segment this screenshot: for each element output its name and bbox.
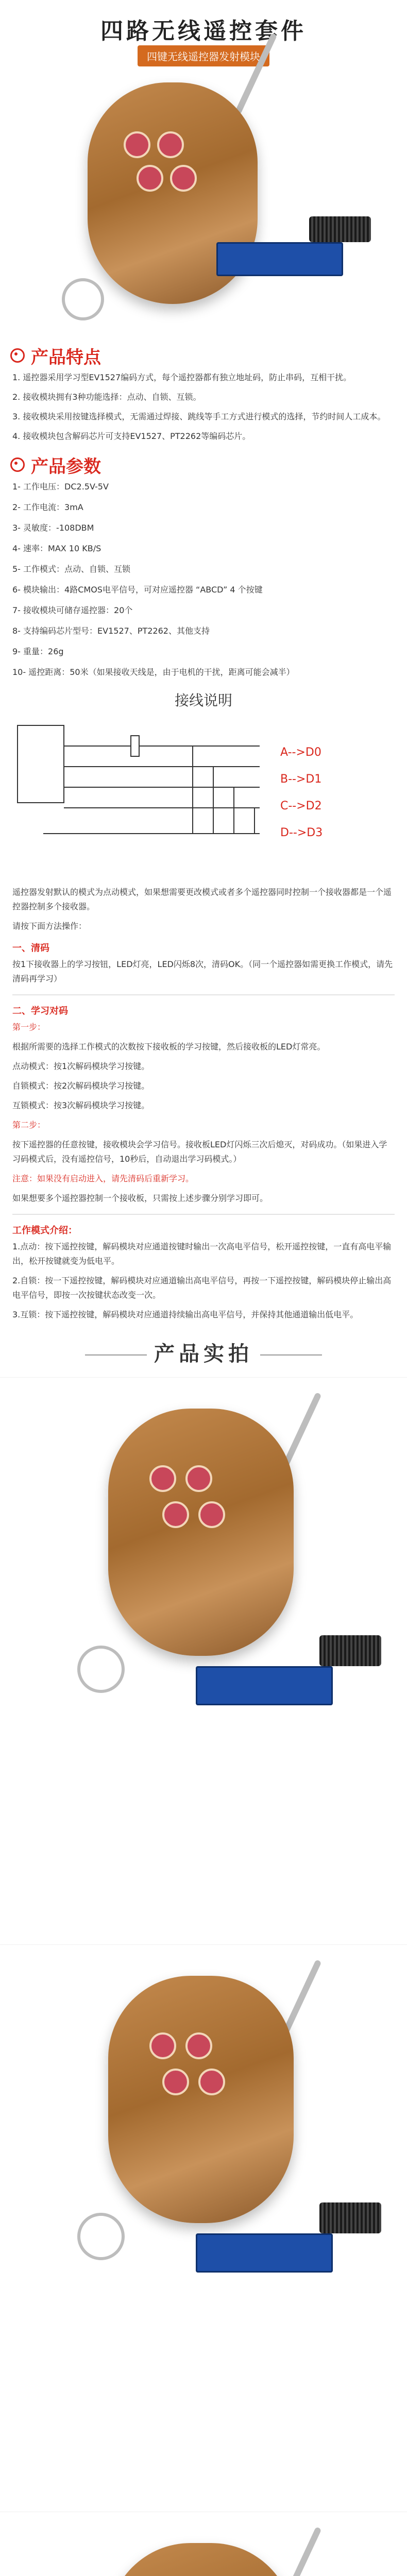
divider [12, 994, 395, 995]
intro: 遥控器发射默认的模式为点动模式，如果想需要更改模式或者多个遥控器同时控制一个接收器都是一个遥控器控制多个接收器。 [12, 887, 392, 911]
gallery-title: 产品实拍 [0, 1337, 407, 1367]
antenna-coil [319, 1635, 381, 1666]
features-header [0, 340, 407, 371]
antenna-coil [309, 216, 371, 242]
features-section [0, 340, 407, 443]
diagram-label: A-->D0 [280, 746, 321, 759]
hero [0, 0, 407, 340]
params-title: 产品参数 [31, 456, 101, 477]
keyring [62, 278, 104, 320]
param-item: 4- 速率：MAX 10 KB/S [12, 544, 101, 553]
remote-button-c [162, 1501, 189, 1528]
param-item: 10- 遥控距离：50米（如果接收天线是，由于电机的干扰，距离可能会减半） [12, 667, 295, 677]
diagram-labels [280, 746, 323, 853]
params-section [0, 449, 407, 679]
remote-button-a [149, 1465, 176, 1492]
antenna-coil [319, 2202, 381, 2233]
hero-title: 四路无线遥控套件 [100, 18, 307, 44]
diagram-box [12, 715, 395, 870]
remote-button-b [157, 131, 184, 158]
wiring-svg [12, 715, 394, 870]
remote-button-d [198, 2069, 225, 2095]
param-item: 1- 工作电压：DC2.5V-5V [12, 482, 109, 492]
wiring-diagram [12, 689, 395, 875]
mode-2: 自锁模式：按2次解码模块学习按键。 [12, 1081, 150, 1091]
param-item: 3- 灵敏度：-108DBM [12, 523, 94, 533]
feature-item: 2. 接收模块拥有3种功能选择：点动、自锁、互锁。 [12, 392, 201, 402]
product-photo [0, 1944, 407, 2501]
param-item: 7- 接收模块可储存遥控器：20个 [12, 605, 133, 615]
remote-button-c [137, 165, 163, 192]
remote-button-a [149, 2032, 176, 2059]
mode-3: 互锁模式：按3次解码模块学习按键。 [12, 1100, 150, 1110]
clear-code-text: 按1下接收器上的学习按钮，LED灯亮，LED闪烁8次，清码OK。（同一个遥控器如需更换工作模式，请先清码再学习） [12, 959, 393, 984]
param-item: 8- 支持编码芯片型号：EV1527、PT2262、其他支持 [12, 626, 210, 636]
param-item: 2- 工作电流：3mA [12, 502, 83, 512]
remote-button-c [162, 2069, 189, 2095]
learn-text1: 根据所需要的选择工作模式的次数按下接收板的学习按键，然后接收板的LED灯常亮。 [12, 1042, 326, 1052]
feature-item: 3. 接收模块采用按键选择模式，无需通过焊接、跳线等手工方式进行模式的选择，节约时间人工成本。 [12, 412, 386, 421]
target-icon [10, 348, 25, 363]
feature-item: 4. 接收模块包含解码芯片可支持EV1527、PT2262等编码芯片。 [12, 431, 251, 441]
product-photo [0, 2512, 407, 2576]
note-1: 注意：如果没有启动进入，请先清码后重新学习。 [12, 1174, 194, 1183]
param-item: 9- 重量：26g [12, 647, 64, 656]
target-icon [10, 457, 25, 472]
intro-2: 请按下面方法操作： [12, 921, 87, 931]
learn-title: 二、学习对码 [12, 1006, 68, 1016]
product-photo [0, 1377, 407, 1934]
work-mode-2: 2.自锁：按一下遥控按键，解码模块对应通道输出高电平信号，再按一下遥控按键，解码模块停止输出高电平信号，即按一次按键状态改变一次。 [12, 1276, 392, 1300]
receiver-module [196, 1666, 333, 1705]
diagram-label: C-->D2 [280, 800, 322, 812]
remote-antenna [268, 2527, 322, 2576]
remote-button-d [170, 165, 197, 192]
hero-subtitle: 四键无线遥控器发射模块 [138, 45, 269, 66]
receiver-module [216, 242, 343, 276]
diagram-label: B-->D1 [280, 773, 322, 786]
work-mode-title: 工作模式介绍： [12, 1225, 77, 1236]
note-2: 如果想要多个遥控器控制一个接收板，只需按上述步骤分别学习即可。 [12, 1193, 268, 1203]
learn-text2: 按下遥控器的任意按键，接收模块会学习信号。接收板LED灯闪烁三次后熄灭，对码成功。（如果进入学习码模式后，没有遥控信号，10秒后，自动退出学习码模式。） [12, 1140, 387, 1164]
clear-code-title: 一、清码 [12, 943, 49, 954]
mode-1: 点动模式：按1次解码模块学习按键。 [12, 1061, 150, 1071]
learn-step2: 第二步： [12, 1120, 46, 1130]
remote-button-d [198, 1501, 225, 1528]
remote-control [108, 1976, 294, 2223]
params-list [0, 480, 407, 679]
work-mode-3: 3.互锁：按下遥控按键，解码模块对应通道持续输出高电平信号，并保持其他通道输出低电平。 [12, 1310, 359, 1319]
features-title: 产品特点 [31, 347, 101, 368]
keyring [77, 1646, 125, 1693]
feature-item: 1. 遥控器采用学习型EV1527编码方式，每个遥控器都有独立地址码，防止串码，互相干扰。 [12, 372, 352, 382]
diagram-label: D-->D3 [280, 826, 323, 839]
keyring [77, 2213, 125, 2260]
remote-button-b [185, 1465, 212, 1492]
param-item: 6- 模块输出：4路CMOS电平信号，可对应遥控器 “ABCD” 4 个按键 [12, 585, 263, 595]
instructions [0, 885, 407, 1322]
params-header [0, 449, 407, 480]
learn-step1: 第一步： [12, 1022, 46, 1032]
features-list [0, 371, 407, 443]
diagram-title: 接线说明 [174, 692, 232, 709]
divider [12, 1214, 395, 1215]
remote-control [108, 1409, 294, 1656]
remote-control [108, 2543, 294, 2576]
receiver-module [196, 2233, 333, 2273]
work-mode-1: 1.点动：按下遥控按键，解码模块对应通道按键时输出一次高电平信号，松开遥控按键，一直有高电平输出，松开按键就变为低电平。 [12, 1242, 392, 1266]
remote-button-a [124, 131, 150, 158]
param-item: 5- 工作模式：点动、自锁、互锁 [12, 564, 131, 574]
remote-button-b [185, 2032, 212, 2059]
